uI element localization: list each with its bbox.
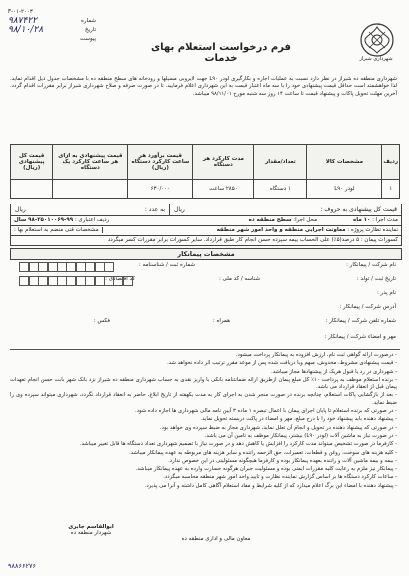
reg-number-boxes[interactable] [20,262,114,272]
cell-spec: لودر L۹۰ [307,180,382,199]
number-value: ۹۸۷۴۲۲ [8,16,38,26]
number-label: شماره [80,18,96,24]
reference-box [8,8,96,44]
table-header-row [11,145,400,180]
term-item: - برنده استعلام موظف به پرداخت ۱۰٪ کل مبلغ پیمان ازطریق ارائه ضمانتنامه بانکی یا واریز نقدی به حساب شهرداری منطقه ده شیراز نزد بانک شهر بابت حسن انجام تعهدات پیمان قبل از انعقاد قرارداد می باشد. [10,376,397,391]
mayor-title: شهردار منطقه ده [70,530,112,536]
budget-value: ۹۹-۲۵۰۱۰۰۶۹-۹۸ سال [14,217,74,223]
economic-code-boxes[interactable] [20,276,133,286]
attachment-label: پیوست [79,36,96,42]
table-row [11,180,400,199]
contractor-name-label: نام شرکت / پیمانکار : [346,262,396,268]
document-serial: ۹۸۸۶۶۲۷۶ [8,562,36,570]
intro-paragraph: شهرداری منطقه ده شیراز در نظر دارد نسبت به عملیات اجاره و بکارگیری لودر L۹۰ جهت لایروبی مسیلها و رودخانه های سطح منطقه ده با مشخصات جدول ذیل اقدام نماید. لذا خواهشمند است حداقل قیمت پیشنهادی خود را با سه ماه اعتبار قیمت به این شهرداری اعلام فرمایید. تا در صورت صرفه و صلاح شهرداری شیراز برابر مقررات اقدام گردد. آخرین مهلت تحویل پاکات و پیشنهاد قیمت تا ساعت ۱۴ روز سه شنبه مورخ ۹۸/۱۱/۰۱ میباشد. [10,76,397,97]
term-item: - قیمت پیشنهادی مشروط، مخدوش، مبهم ویا دریافت شده پس از موعد مقرر ترتیب اثر داده نخواهد شد. [167,360,397,367]
term-item: - در صورتی که برنده استعلام تا پایان اجرای پیمان با اعمال تبصره ۱ ماده ۳ آیین نامه مالی شهرداری ها اجازه داده شود. [135,408,397,415]
term-item: - شهرداری در رد یا قبول هریک از پیشنهادها مجاز میباشد. [271,368,397,375]
total-words-label: قیمت کل پیشنهادی به حروف : [320,206,397,213]
term-item: - کارفرما در صورت تشخیص میتواند مدت کارکرد را افزایش یا کاهش دهد و در صورت نیاز با تصمیم شهرداری تعداد دستگاه ها قابل تغییر میباشد. [79,441,397,448]
economic-code-label: کد اقتصادی : [105,276,135,282]
duration-label: مدت اجرا : [372,217,398,223]
duration-value: ۱۰ ماه [353,217,371,223]
form-title: فرم درخواست استعلام بهای خدمات [151,42,291,64]
term-item: - در صورتی که پیشنهاد دهنده در تحویل و انجام آن تعلل نماید، شهرداری مجاز به ضبط سپرده وی خواهد بود. [159,424,397,431]
cell-offer-unit[interactable] [53,180,128,199]
form-header [6,6,403,70]
org-name: شهرداری شیراز [359,56,393,62]
deductions-value: ۵ درصد(۵٪) علی الحساب بیمه سپرده حسن انجام کار طبق قرارداد. سایر کسورات برابر مقررات کسر میگردد [107,237,360,243]
term-item: - بعد از بازگشایی پاکات استعلام، چنانچه برنده در صورت منجر شدن به اجرای کار به مدت یکهفته از تاریخ ابلاغ، حاضر به انعقاد قرارداد نگردد، شهرداری میتواند سپرده وی را ضبط نماید. [10,392,397,406]
supervisor-label: نماینده نظارت پروژه : [347,227,398,233]
date-label: تاریخ [85,27,96,33]
form-code: F-۰۱-۲۰۰۳ [8,9,33,15]
supervisor-value: معاونت اجرایی منطقه و واحد امور شهر منطقه [216,227,346,233]
birth-date-label: تاریخ ثبت / تولد : [356,276,396,282]
phone-label: شماره تلفن شرکت / پیمانکار : [325,318,396,324]
section-divider [10,349,400,350]
total-digits-unit: ریال [15,206,26,213]
deputy-title: معاون مالی و اداری منطقه ده [181,536,251,542]
cell-offer-total[interactable] [11,180,53,199]
col-header-duration: مدت کارکرد هر دستگاه [193,145,254,180]
cell-row-no: ۱ [382,180,400,199]
mayor-name: ابوالقاسم جابری [68,524,114,530]
total-words-unit: ریال [174,206,185,213]
date-value: ۹۸/۱۰/۲۸ [8,25,44,35]
deputy-signature-block [156,536,276,542]
place-label: محل اجرا: [293,217,318,223]
col-header-row-no: ردیف [382,145,400,180]
place-value: سطح منطقه ده [248,217,292,223]
total-digits-label: به عدد : [144,206,165,213]
mobile-label: همراه : [212,318,230,324]
col-header-spec: مشخصات کالا [307,145,382,180]
budget-label: ردیف اعتباری : [74,217,110,223]
items-table [10,144,400,199]
father-name-label: نام پدر : [376,290,396,296]
cell-duration: ۲۸۵۰ ساعت [193,180,254,199]
form-page [6,6,403,570]
col-header-offer-unit: قیمت پیشنهادی به ازای هر ساعت کارکرد یک دستگاه [53,145,128,180]
municipality-logo-icon [359,22,395,58]
term-item: - درصورت ارائه گواهی ثبت نام، ارزش افزوده به پیمانکار پرداخت میشود. [235,352,397,358]
national-id-label: شناسه / کد ملی : [218,276,260,282]
col-header-estimate: قیمت برآورد هر ساعت کارکرد دستگاه (ریال) [128,145,193,180]
terms-list [10,352,397,491]
term-item: - پیشنهاد دهنده باید پیشنهاد خود را با درج مبلغ، مهر و امضاء در پاکت دربسته تحویل نماید. [200,416,397,423]
deductions-row [10,235,402,246]
col-header-offer-total: قیمت کل پیشنهادی (ریال) [11,145,53,180]
term-item: - پیمانکار نیز ملزم به رعایت کلیه مقررات ایمنی بوده و مسئولیت جبران هرگونه خسارت وارده به عهده پیمانکار میباشد. [135,466,397,473]
contractor-section-title: مشخصات پیمانکار [10,248,402,260]
term-item: - در صورت نیاز به ماشین آلات (لودر L۹۰) بیشتر، پیمانکار موظف به تامین آن می باشد. [204,432,397,439]
term-item: - پیشنهاد دهنده با امضاء این برگ اعلام میدارد که از کلیه شرایط و مفاد استعلام آگاهی کامل داشته و آنرا می پذیرد. [144,482,397,489]
contractor-sign-label: مهر و امضاء شرکت / پیمانکار : [324,334,396,340]
term-item: - بیمه و بیمه ماشین آلات و راننده بعهده پیمانکار بوده و کارفرما هیچگونه مسئولیتی در این خصوص ندارد. [168,457,397,464]
term-item: - کلیه هزینه های سوخت، روغن و قطعات، تعمیرات، حق الزحمه راننده و سایر هزینه های مربوطه به عهده پیمانکار میباشد. [129,449,397,456]
contractor-fields [10,262,400,352]
cell-qty: ۱ دستگاه [254,180,307,199]
col-header-qty: تعداد/مقدار [254,145,307,180]
fax-label: فکس : [93,318,110,324]
deductions-label: کسورات پیمان : [360,237,398,243]
tech-spec-label: مشخصات فنی منضم به استعلام بها : [14,227,99,233]
contractor-reg-label: شماره ثبت / شناسنامه : [138,262,195,268]
mayor-signature-block [46,524,136,536]
address-label: آدرس شرکت / پیمانکار : [339,304,396,310]
term-item: - ساعات کارکرد دستگاه ها بر اساس گزارش نماینده نظارت و تایید واحد امور شهر منطقه محاسبه میگردد. [163,474,397,481]
cell-estimate: ۶۳۰/۰۰۰ [128,180,193,199]
